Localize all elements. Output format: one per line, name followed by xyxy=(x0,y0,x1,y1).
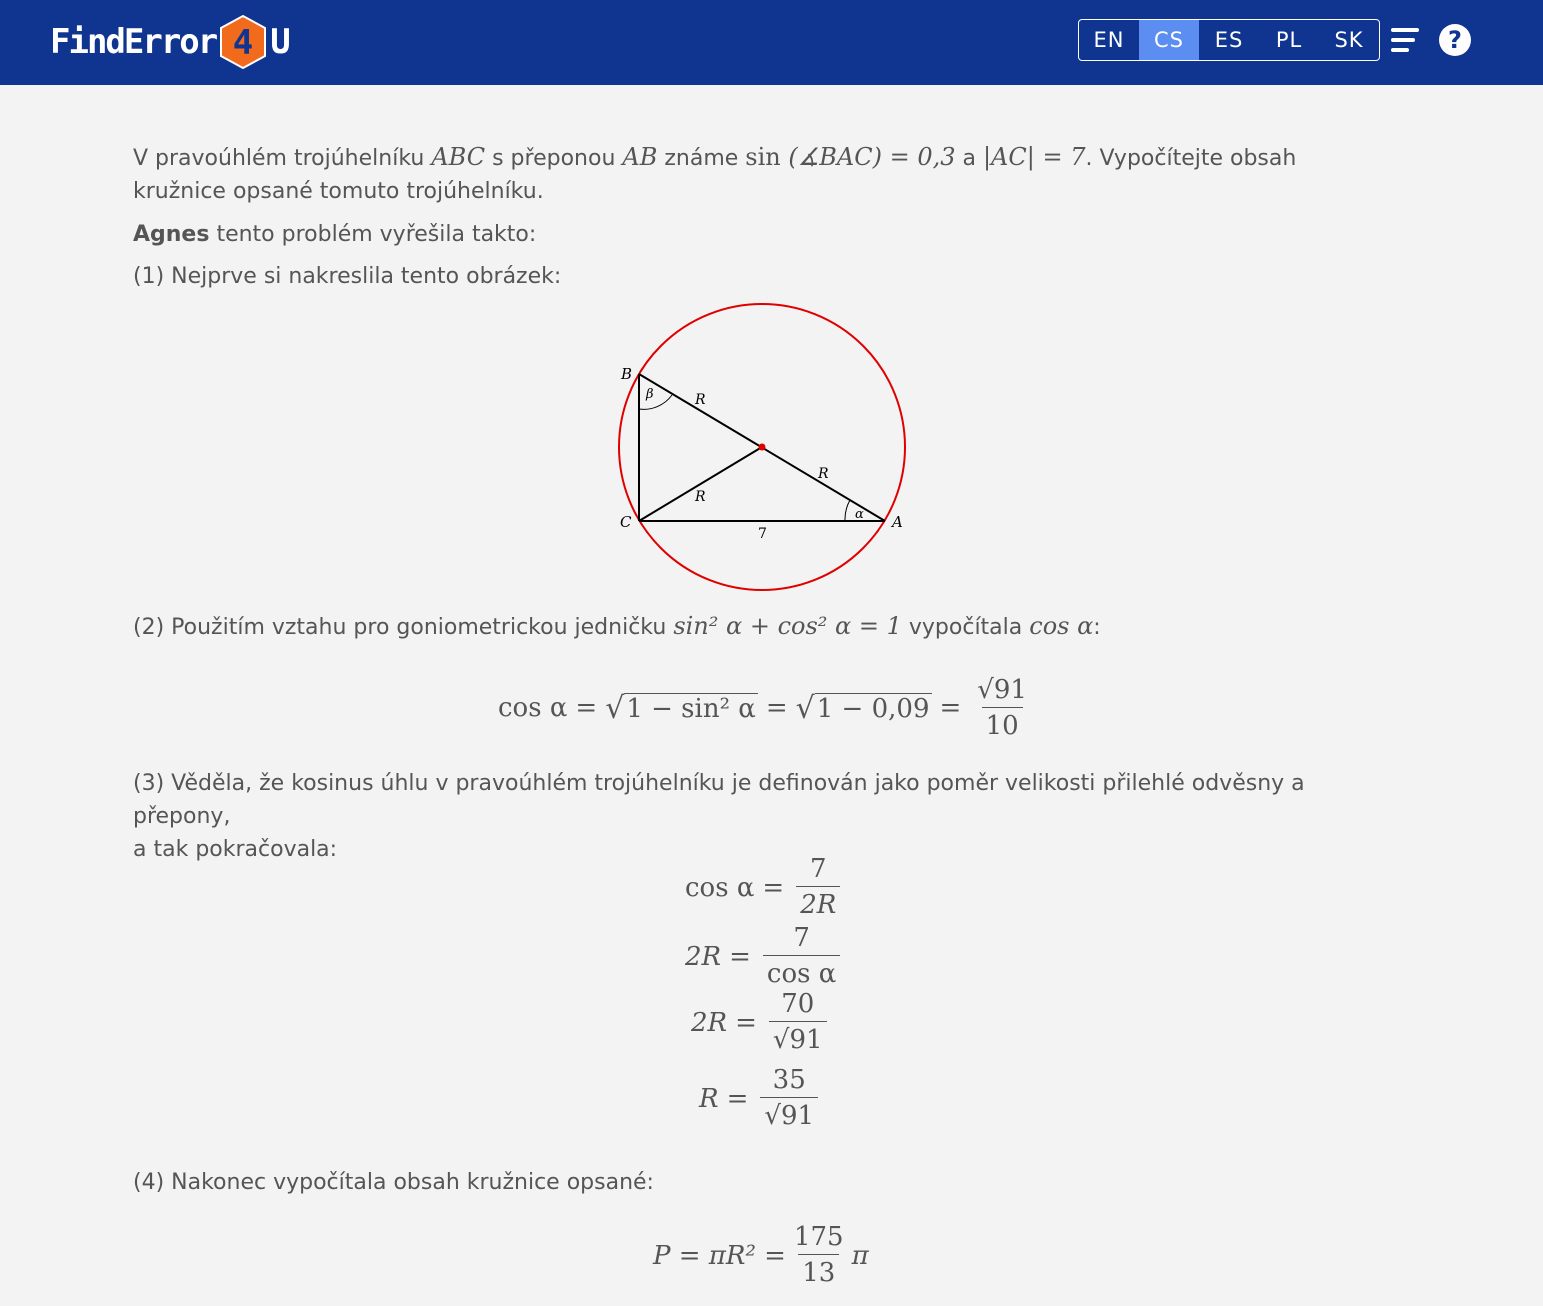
svg-text:?: ? xyxy=(1448,26,1462,54)
label-r-upper: R xyxy=(695,392,706,408)
circle-center xyxy=(759,444,766,451)
logo-text-right: U xyxy=(270,22,289,62)
label-side-7: 7 xyxy=(758,526,767,542)
lang-es[interactable]: ES xyxy=(1214,28,1244,52)
logo-digit: 4 xyxy=(232,23,254,63)
triangle-circle-figure xyxy=(605,300,915,595)
label-alpha: α xyxy=(855,507,864,522)
eq1-den: 10 xyxy=(982,707,1023,744)
problem-statement: V pravoúhlém trojúhelníku ABC s přeponou AB známe sin (∡BAC) = 0,3 a |AC| = 7. Vypočítejte obsah kružnice opsané tomuto trojúhelníku. xyxy=(133,143,1297,204)
lang-sk[interactable]: SK xyxy=(1334,28,1364,52)
solver-name: Agnes xyxy=(133,222,210,247)
logo[interactable] xyxy=(50,14,289,70)
label-r-median: R xyxy=(695,489,706,505)
step-2: (2) Použitím vztahu pro goniometrickou jedničku sin² α + cos² α = 1 vypočítala cos α: xyxy=(133,612,1101,640)
label-r-lower: R xyxy=(818,466,829,482)
eq1-rad1: 1 − sin² α xyxy=(626,693,756,724)
label-c: C xyxy=(620,513,632,531)
step-4: (4) Nakonec vypočítala obsah kružnice opsané: xyxy=(133,1170,654,1195)
step-1: (1) Nejprve si nakreslila tento obrázek: xyxy=(133,264,562,289)
label-b: B xyxy=(621,365,633,383)
median-c xyxy=(639,447,762,521)
lang-cs[interactable]: CS xyxy=(1139,20,1199,60)
angle-alpha-arc xyxy=(845,500,850,521)
top-navbar xyxy=(0,0,1543,85)
solver-intro: Agnes tento problém vyřešila takto: xyxy=(133,222,537,247)
language-switcher xyxy=(1078,19,1380,61)
lang-en[interactable]: EN xyxy=(1093,28,1125,52)
label-beta: β xyxy=(646,387,654,402)
eq1-rad2: 1 − 0,09 xyxy=(816,693,930,724)
eq1-lhs: cos α xyxy=(498,693,568,723)
step-3: (3) Věděla, že kosinus úhlu v pravoúhlém trojúhelníku je definován jako poměr velikosti přilehlé odvěsny a přepony, a tak pokračovala: xyxy=(133,771,1305,862)
angle-beta-arc xyxy=(639,395,672,409)
help-icon[interactable] xyxy=(1439,24,1471,56)
label-a: A xyxy=(892,513,903,531)
logo-hexagon-icon xyxy=(218,15,268,69)
eq1-num: √91 xyxy=(977,674,1027,705)
menu-icon[interactable] xyxy=(1391,27,1419,53)
logo-text-left: FindError xyxy=(50,22,217,62)
lang-pl[interactable]: PL xyxy=(1275,28,1303,52)
